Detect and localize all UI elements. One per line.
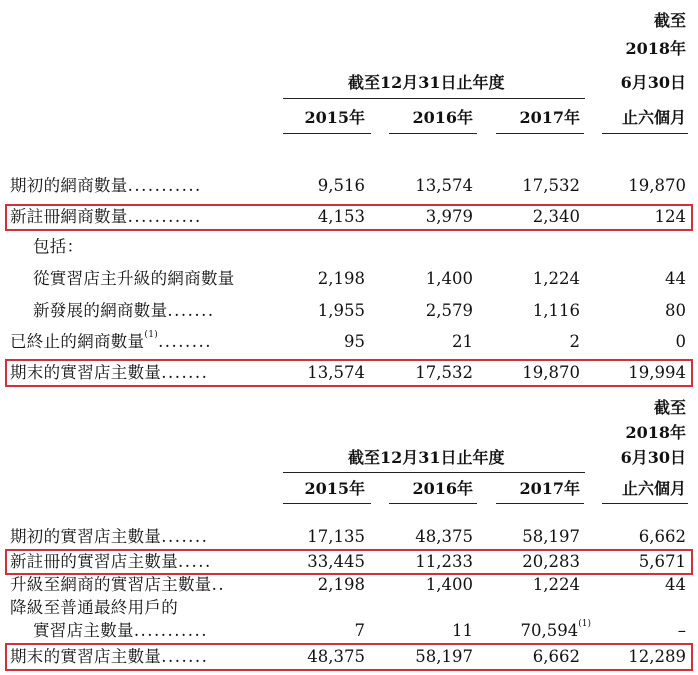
table-cell: 17,532 [415,363,473,382]
t1-col2-header: 2016年 [412,108,473,127]
t1-col1-rule [283,133,371,134]
table-cell: 1,116 [532,301,580,320]
table-cell: 95 [344,332,365,351]
table-row-label: 新發展的網商數量....... [33,301,215,320]
t2-col4-header-line2: 2018年 [625,423,686,442]
table-cell: 3,979 [425,207,473,226]
table-cell: 4,153 [317,207,365,226]
t2-col4-rule [602,503,688,504]
table-cell: 44 [665,269,686,288]
table-cell: 48,375 [415,527,473,546]
table-cell: 6,662 [638,527,686,546]
table-cell: 6,662 [532,647,580,666]
t1-col3-rule [496,133,584,134]
table-row-label: 降級至普通最終用戶的 [10,598,178,617]
table-row-label: 期末的實習店主數量....... [10,363,209,382]
table-cell: 5,671 [638,552,686,571]
footnote-marker: (1) [144,330,159,340]
t1-group-rule [283,98,585,99]
t2-col3-header: 2017年 [519,479,580,498]
t2-col1-header: 2015年 [304,479,365,498]
table-cell: 1,224 [532,575,580,594]
table-row-label: 新註冊網商數量........... [10,207,202,226]
t2-col1-rule [283,503,371,504]
t1-col4-header-line1: 截至 [653,11,686,30]
t1-col1-header: 2015年 [304,108,365,127]
table-row-label: 已終止的網商數量$^{(1)}$........ [10,330,213,351]
table-cell: 70,594$^{(1)}$ [520,619,591,640]
t1-col4-header-line4: 止六個月 [621,108,686,127]
table-cell: 1,224 [532,269,580,288]
t2-col2-rule [389,503,477,504]
table-cell: 19,870 [628,176,686,195]
table-cell: 0 [675,332,686,351]
table-cell: 2 [569,332,580,351]
footnote-marker: (1) [578,619,591,629]
table-cell: 1,400 [425,575,473,594]
table-row-label: 期末的實習店主數量....... [10,647,209,666]
table-cell: 2,579 [425,301,473,320]
table-cell: 2,340 [532,207,580,226]
table-cell: 11 [452,621,473,640]
table-cell: 58,197 [415,647,473,666]
table-cell: 21 [452,332,473,351]
t1-group-header: 截至12月31日止年度 [348,73,505,92]
table-cell: 11,233 [415,552,473,571]
table-cell: 33,445 [307,552,365,571]
table-row-label: 從實習店主升級的網商數量 [33,269,235,288]
table-cell: 20,283 [522,552,580,571]
table-cell: 2,198 [317,269,365,288]
t2-col4-header-line4: 止六個月 [621,479,686,498]
table-cell: 13,574 [307,363,365,382]
table-row-label: 包括： [33,237,84,256]
table-cell: 9,516 [317,176,365,195]
table-row-label: 期初的網商數量........... [10,176,202,195]
t1-col3-header: 2017年 [519,108,580,127]
table-cell: 1,955 [317,301,365,320]
table-cell: 19,994 [628,363,686,382]
t1-col4-header-line3: 6月30日 [620,73,686,92]
t1-col2-rule [389,133,477,134]
t2-col4-header-line3: 6月30日 [620,448,686,467]
table-cell: 19,870 [522,363,580,382]
table-cell: 2,198 [317,575,365,594]
table-cell: 124 [654,207,686,226]
table-row-label: 升級至網商的實習店主數量.. [10,575,226,594]
table-cell: 48,375 [307,647,365,666]
table-cell: – [677,621,686,640]
table-row-label: 期初的實習店主數量....... [10,527,209,546]
t1-col4-header-line2: 2018年 [625,39,686,58]
table-cell: 44 [665,575,686,594]
table-cell: 7 [354,621,365,640]
table-row-label: 新註冊的實習店主數量..... [10,552,212,571]
t2-group-rule [283,472,585,473]
table-cell: 17,135 [307,527,365,546]
table-cell: 12,289 [628,647,686,666]
t1-col4-rule [602,133,688,134]
table-cell: 1,400 [425,269,473,288]
table-cell: 58,197 [522,527,580,546]
t2-group-header: 截至12月31日止年度 [348,448,505,467]
table-cell: 17,532 [522,176,580,195]
table-row-label: 實習店主數量........... [33,621,209,640]
t2-col4-header-line1: 截至 [653,398,686,417]
t2-col3-rule [496,503,584,504]
table-cell: 80 [665,301,686,320]
table-cell: 13,574 [415,176,473,195]
t2-col2-header: 2016年 [412,479,473,498]
